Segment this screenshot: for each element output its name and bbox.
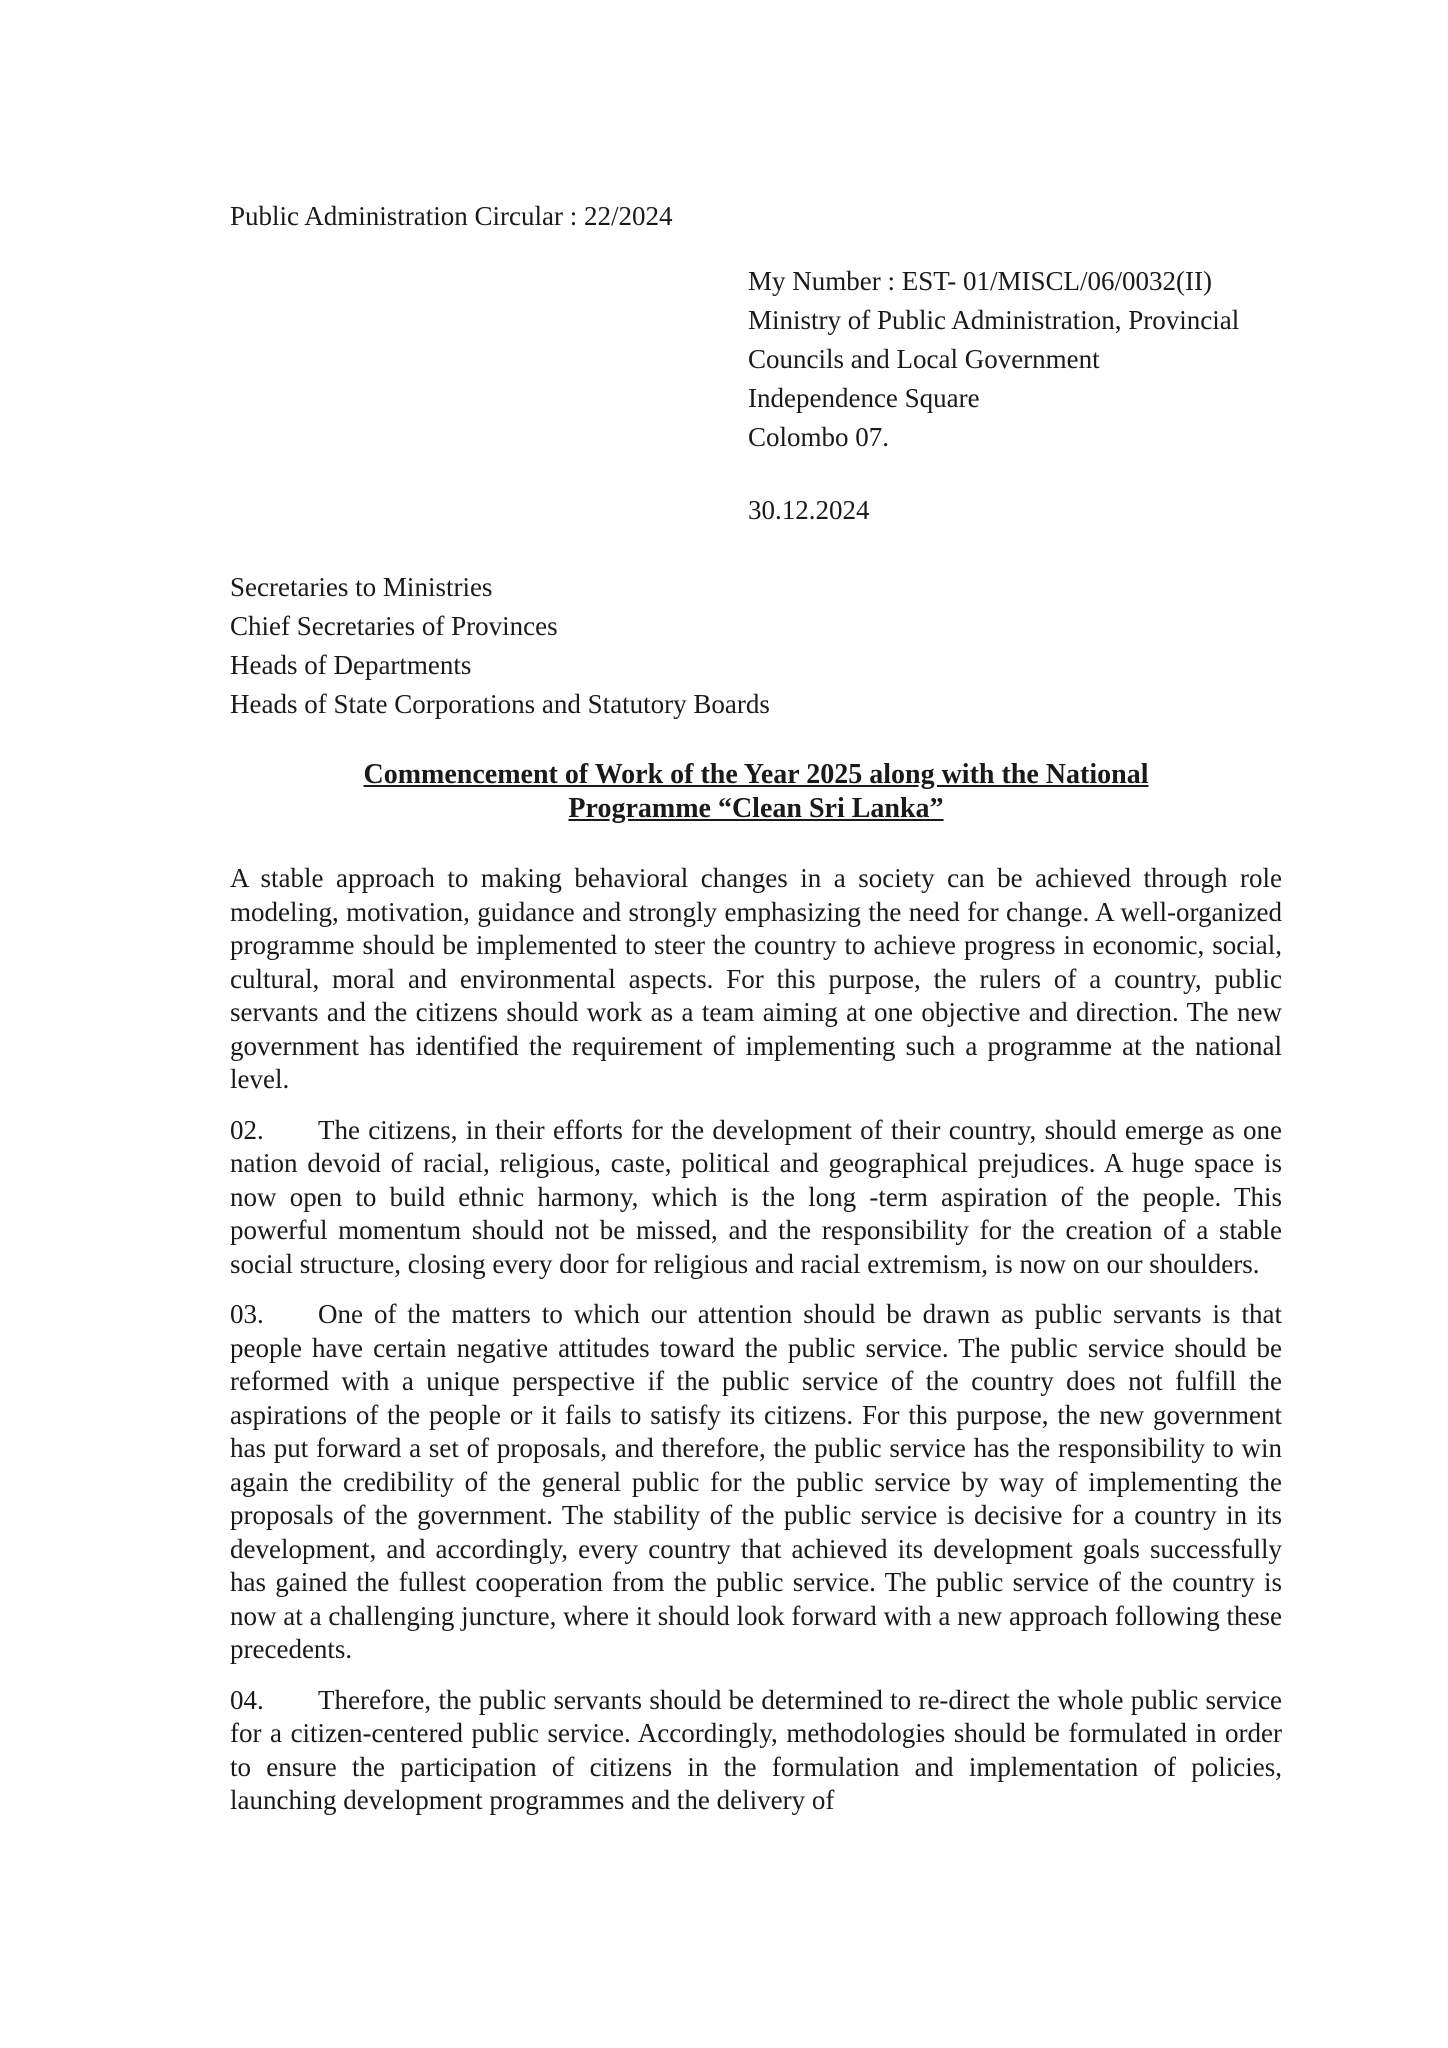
reference-number: My Number : EST- 01/MISCL/06/0032(II) [748,266,1212,296]
recipient-item: Secretaries to Ministries [230,572,493,602]
paragraph-text: One of the matters to which our attention should be drawn as public servants is that people have certain negative attitudes toward the public service. The public service should be reformed with a unique perspective if the public service of the country does not fulfill the aspirations of the people or it fails to satisfy its citizens. For this purpose, the new government has put forward a set of proposals, and therefore, the public service has the responsibility to win again the credibility of the general public for the public service by way of implementing the proposals of the government. The stability of the public service is decisive for a country in its development, and accordingly, every country that achieved its development goals successfully has gained the fullest cooperation from the public service. The public service of the country is now at a challenging juncture, where it should look forward with a new approach following these precedents. [230,1299,1282,1664]
paragraph-02 [230,1114,1282,1282]
recipient-item: Chief Secretaries of Provinces [230,611,558,641]
paragraph-number: 04. [230,1684,264,1715]
address-street: Independence Square [748,383,980,413]
circular-number: Public Administration Circular : 22/2024 [230,201,673,231]
sender-address-block [748,262,1239,457]
paragraph-number: 03. [230,1299,264,1329]
recipients-list [230,568,770,724]
title-line-2: Programme “Clean Sri Lanka” [568,793,944,824]
document-body [230,862,1282,1835]
recipient-item: Heads of State Corporations and Statutory Boards [230,689,770,719]
paragraph-01 [230,862,1282,1097]
circular-date: 30.12.2024 [748,495,870,525]
paragraph-03 [230,1298,1282,1667]
paragraph-text: The citizens, in their efforts for the development of their country, should emerge as one nation devoid of racial, religious, caste, political and geographical prejudices. A huge space is now open to build ethnic harmony, which is the long -term aspiration of the people. This powerful momentum should not be missed, and the responsibility for the creation of a stable social structure, closing every door for religious and racial extremism, is now on our shoulders. [230,1114,1282,1279]
recipient-item: Heads of Departments [230,650,472,680]
paragraph-04 [230,1684,1282,1818]
paragraph-number: 02. [230,1114,264,1145]
title-line-1: Commencement of Work of the Year 2025 along with the National [363,759,1149,790]
document-title [230,758,1282,826]
paragraph-text: A stable approach to making behavioral changes in a society can be achieved through role modeling, motivation, guidance and strongly emphasizing the need for change. A well-organized programme should be implemented to steer the country to achieve progress in economic, social, cultural, moral and environmental aspects. For this purpose, the rulers of a country, public servants and the citizens should work as a team aiming at one objective and direction. The new government has identified the requirement of implementing such a programme at the national level. [230,863,1282,1094]
paragraph-text: Therefore, the public servants should be determined to re-direct the whole public service for a citizen-centered public service. Accordingly, methodologies should be formulated in order to ensure the participation of citizens in the formulation and implementation of policies, launching development programmes and the delivery of [230,1684,1282,1815]
ministry-name-line-2: Councils and Local Government [748,344,1100,374]
address-city: Colombo 07. [748,422,890,452]
ministry-name-line-1: Ministry of Public Administration, Provincial [748,305,1240,335]
